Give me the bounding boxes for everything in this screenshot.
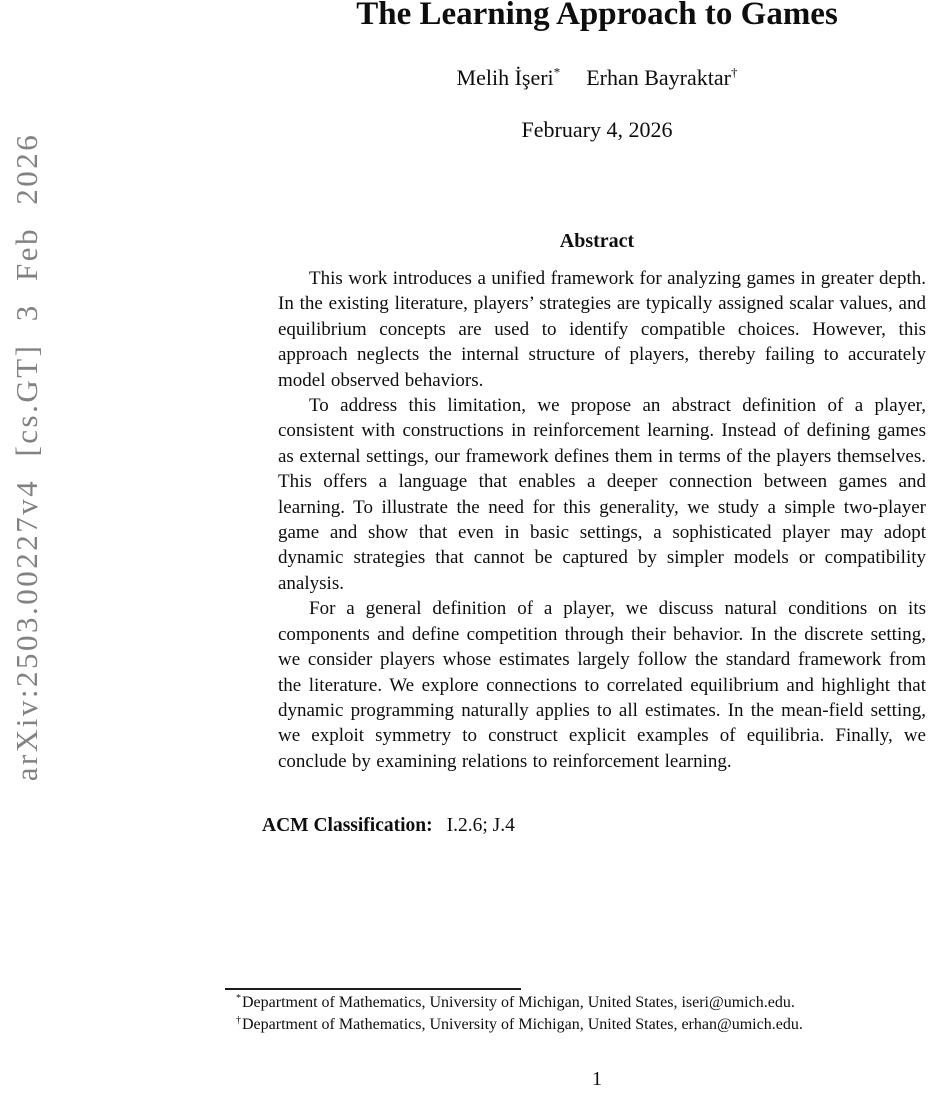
- author-1-footnote-mark: *: [553, 64, 561, 80]
- footnote-rule: [225, 988, 521, 990]
- paper-date: February 4, 2026: [521, 117, 673, 142]
- footnote-2-text: Department of Mathematics, University of Michigan, United States, erhan@umich.edu.: [242, 1016, 803, 1033]
- acm-classification-value: I.2.6; J.4: [446, 815, 515, 836]
- footnotes: [236, 992, 928, 1036]
- abstract-paragraph-2: To address this limitation, we propose an abstract definition of a player, consistent with constructions in reinforcement learning. Instead of defining games as external settings, our framework defines them in terms of the players themselves. This offers a language that enables a deeper connection between games and learning. To illustrate the need for this generality, we study a simple two-player game and show that even in basic settings, a sophisticated player may adopt dynamic strategies that cannot be captured by simpler models or compatibility analysis.: [278, 395, 926, 594]
- author-2-footnote-mark: †: [730, 64, 738, 80]
- footnote-2: [236, 1014, 928, 1036]
- authors-line: [225, 65, 929, 91]
- page-number: 1: [592, 1068, 602, 1090]
- abstract-paragraph-3: For a general definition of a player, we discuss natural conditions on its components and define competition through their behavior. In the discrete setting, we consider players whose estimates largely follow the standard framework from the literature. We explore connections to correlated equilibrium and highlight that dynamic programming naturally applies to all estimates. In the mean-field setting, we exploit symmetry to construct explicit examples of equilibria. Finally, we conclude by examining relations to reinforcement learning.: [278, 598, 926, 772]
- arxiv-watermark: arXiv:2503.00227v4 [cs.GT] 3 Feb 2026: [9, 132, 44, 782]
- abstract-body: [278, 266, 926, 774]
- acm-classification-label: ACM Classification:: [262, 815, 433, 836]
- footnote-2-mark: †: [236, 1014, 241, 1026]
- author-1-name: Melih İşeri: [456, 65, 554, 90]
- footnote-1-text: Department of Mathematics, University of Michigan, United States, iseri@umich.edu.: [242, 994, 795, 1011]
- acm-classification-line: [262, 813, 515, 839]
- footnote-1: [236, 992, 928, 1014]
- abstract-paragraph-1: This work introduces a unified framework for analyzing games in greater depth. In the existing literature, players’ strategies are typically assigned scalar values, and equilibrium concepts are used to identify compatible choices. However, this approach neglects the internal structure of players, thereby failing to accurately model observed behaviors.: [278, 268, 926, 391]
- abstract-heading: Abstract: [559, 230, 635, 252]
- author-2-name: Erhan Bayraktar: [586, 65, 731, 90]
- footnote-1-mark: *: [236, 992, 241, 1004]
- author-1: [457, 65, 561, 90]
- author-2: [586, 65, 737, 90]
- paper-title: The Learning Approach to Games: [356, 0, 838, 32]
